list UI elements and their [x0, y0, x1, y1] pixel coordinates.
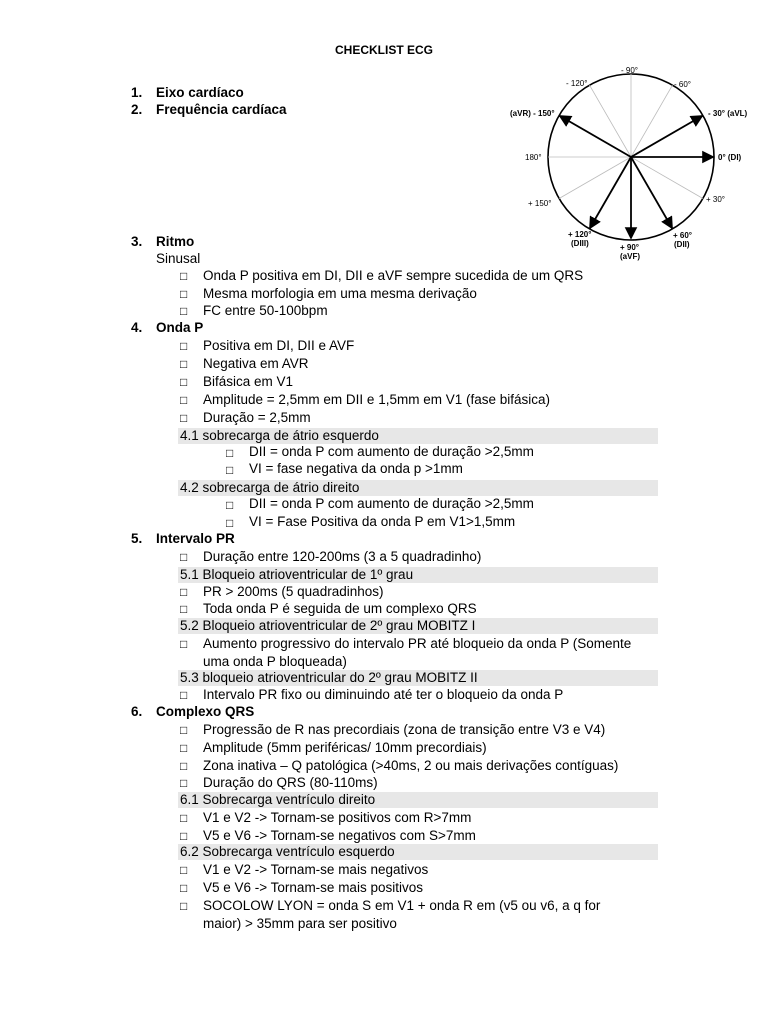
section-5-heading: Intervalo PR: [156, 531, 235, 546]
subsection-label: 6.2 Sobrecarga ventrículo esquerdo: [180, 844, 395, 859]
list-item: V1 e V2 -> Tornam-se positivos com R>7mm: [203, 810, 472, 825]
checkbox[interactable]: □: [180, 269, 188, 283]
subsection-label: 5.3 bloqueio atrioventricular do 2º grau MOBITZ II: [180, 670, 478, 685]
subsection-heading: [178, 567, 658, 583]
subsection-heading: [178, 480, 658, 496]
section-5-number: 5.: [131, 531, 143, 546]
section-2-number: 2.: [131, 102, 143, 117]
label-diii: (DIII): [571, 239, 589, 248]
label-avf: (aVF): [620, 252, 640, 261]
checkbox[interactable]: □: [180, 776, 188, 790]
checkbox[interactable]: □: [180, 899, 188, 913]
axis-gridlines: [548, 74, 703, 199]
list-item: Positiva em DI, DII e AVF: [203, 338, 355, 353]
label-plus-150: + 150°: [528, 199, 552, 208]
checkbox[interactable]: □: [180, 602, 188, 616]
label-minus-120: - 120°: [566, 79, 588, 88]
checkbox[interactable]: □: [180, 811, 188, 825]
section-1-heading: Eixo cardíaco: [156, 85, 244, 100]
list-item-line-1: Aumento progressivo do intervalo PR até bloqueio da onda P (Somente: [203, 636, 632, 651]
checkbox[interactable]: □: [180, 829, 188, 843]
section-1-number: 1.: [131, 85, 143, 100]
list-item: Negativa em AVR: [203, 356, 309, 371]
checkbox[interactable]: □: [180, 357, 188, 371]
subsection-heading: [178, 844, 658, 860]
list-item: VI = Fase Positiva da onda P em V1>1,5mm: [249, 514, 516, 529]
list-item: Amplitude = 2,5mm em DII e 1,5mm em V1 (fase bifásica): [203, 392, 550, 407]
subsection-heading: [178, 428, 658, 444]
list-item-line-2: maior) > 35mm para ser positivo: [203, 916, 397, 931]
subsection-label: 4.1 sobrecarga de átrio esquerdo: [180, 428, 379, 443]
label-plus-120: + 120°: [568, 230, 592, 239]
checkbox[interactable]: □: [226, 446, 234, 460]
subsection-heading: [178, 670, 658, 686]
arrow-avl: [631, 116, 702, 157]
checkbox[interactable]: □: [180, 393, 188, 407]
subsection-heading: [178, 792, 658, 808]
checkbox[interactable]: □: [226, 498, 234, 512]
list-item: Duração = 2,5mm: [203, 410, 311, 425]
list-item: Bifásica em V1: [203, 374, 294, 389]
subsection-label: 4.2 sobrecarga de átrio direito: [180, 480, 360, 495]
checkbox[interactable]: □: [180, 637, 188, 651]
section-4-number: 4.: [131, 320, 143, 335]
arrow-diii: [590, 157, 631, 228]
checkbox[interactable]: □: [180, 585, 188, 599]
list-item: V1 e V2 -> Tornam-se mais negativos: [203, 862, 429, 877]
label-180: 180°: [525, 153, 542, 162]
label-minus-90: - 90°: [621, 66, 638, 75]
list-item: DII = onda P com aumento de duração >2,5mm: [249, 444, 534, 459]
list-item: Duração do QRS (80-110ms): [203, 775, 378, 790]
list-item: Toda onda P é seguida de um complexo QRS: [203, 601, 477, 616]
list-item: Progressão de R nas precordiais (zona de transição entre V3 e V4): [203, 722, 606, 737]
section-3-number: 3.: [131, 234, 143, 249]
section-2-heading: Frequência cardíaca: [156, 102, 287, 117]
checkbox[interactable]: □: [226, 516, 234, 530]
list-item: Duração entre 120-200ms (3 a 5 quadradinho): [203, 549, 482, 564]
list-item: Onda P positiva em DI, DII e aVF sempre sucedida de um QRS: [203, 268, 584, 283]
checkbox[interactable]: □: [180, 411, 188, 425]
label-plus-30: + 30°: [706, 195, 725, 204]
list-item: Mesma morfologia em uma mesma derivação: [203, 286, 477, 301]
checkbox[interactable]: □: [180, 304, 188, 318]
list-item: DII = onda P com aumento de duração >2,5mm: [249, 496, 534, 511]
list-item: Amplitude (5mm periféricas/ 10mm precordiais): [203, 740, 487, 755]
label-plus-90: + 90°: [620, 243, 639, 252]
subsection-heading: [178, 618, 658, 634]
arrow-avr: [560, 116, 631, 157]
label-minus-60: - 60°: [674, 80, 691, 89]
arrow-dii: [631, 157, 672, 228]
list-item-line-2: uma onda P bloqueada): [203, 654, 347, 669]
label-dii: (DII): [674, 240, 690, 249]
list-item: Intervalo PR fixo ou diminuindo até ter o bloqueio da onda P: [203, 687, 564, 702]
list-item-line-1: SOCOLOW LYON = onda S em V1 + onda R em (v5 ou v6, a q for: [203, 898, 601, 913]
list-item: Zona inativa – Q patológica (>40ms, 2 ou mais derivações contíguas): [203, 758, 619, 773]
label-avl: - 30° (aVL): [708, 109, 748, 118]
checkbox[interactable]: □: [180, 863, 188, 877]
checkbox[interactable]: □: [180, 688, 188, 702]
checkbox[interactable]: □: [180, 339, 188, 353]
subsection-label: 6.1 Sobrecarga ventrículo direito: [180, 792, 376, 807]
list-item: V5 e V6 -> Tornam-se negativos com S>7mm: [203, 828, 476, 843]
axis-arrows: [560, 116, 713, 238]
subsection-label: 5.1 Bloqueio atrioventricular de 1º grau: [180, 567, 414, 582]
checkbox[interactable]: □: [180, 759, 188, 773]
list-item: FC entre 50-100bpm: [203, 303, 328, 318]
label-di: 0° (DI): [718, 153, 742, 162]
list-item: VI = fase negativa da onda p >1mm: [249, 461, 463, 476]
checkbox[interactable]: □: [180, 881, 188, 895]
checkbox[interactable]: □: [226, 463, 234, 477]
checkbox[interactable]: □: [180, 741, 188, 755]
label-avr: (aVR) - 150°: [510, 109, 555, 118]
list-item: V5 e V6 -> Tornam-se mais positivos: [203, 880, 423, 895]
section-3-sub: Sinusal: [156, 251, 201, 266]
subsection-label: 5.2 Bloqueio atrioventricular de 2º grau MOBITZ I: [180, 618, 476, 633]
section-4-heading: Onda P: [156, 320, 204, 335]
checkbox[interactable]: □: [180, 287, 188, 301]
section-6-number: 6.: [131, 704, 143, 719]
checkbox[interactable]: □: [180, 375, 188, 389]
section-6-heading: Complexo QRS: [156, 704, 255, 719]
list-item: PR > 200ms (5 quadradinhos): [203, 584, 384, 599]
checkbox[interactable]: □: [180, 550, 188, 564]
label-plus-60: + 60°: [673, 231, 692, 240]
page-title: CHECKLIST ECG: [334, 43, 433, 57]
cardiac-axis-diagram: [508, 64, 748, 266]
section-3-heading: Ritmo: [156, 234, 195, 249]
checkbox[interactable]: □: [180, 723, 188, 737]
